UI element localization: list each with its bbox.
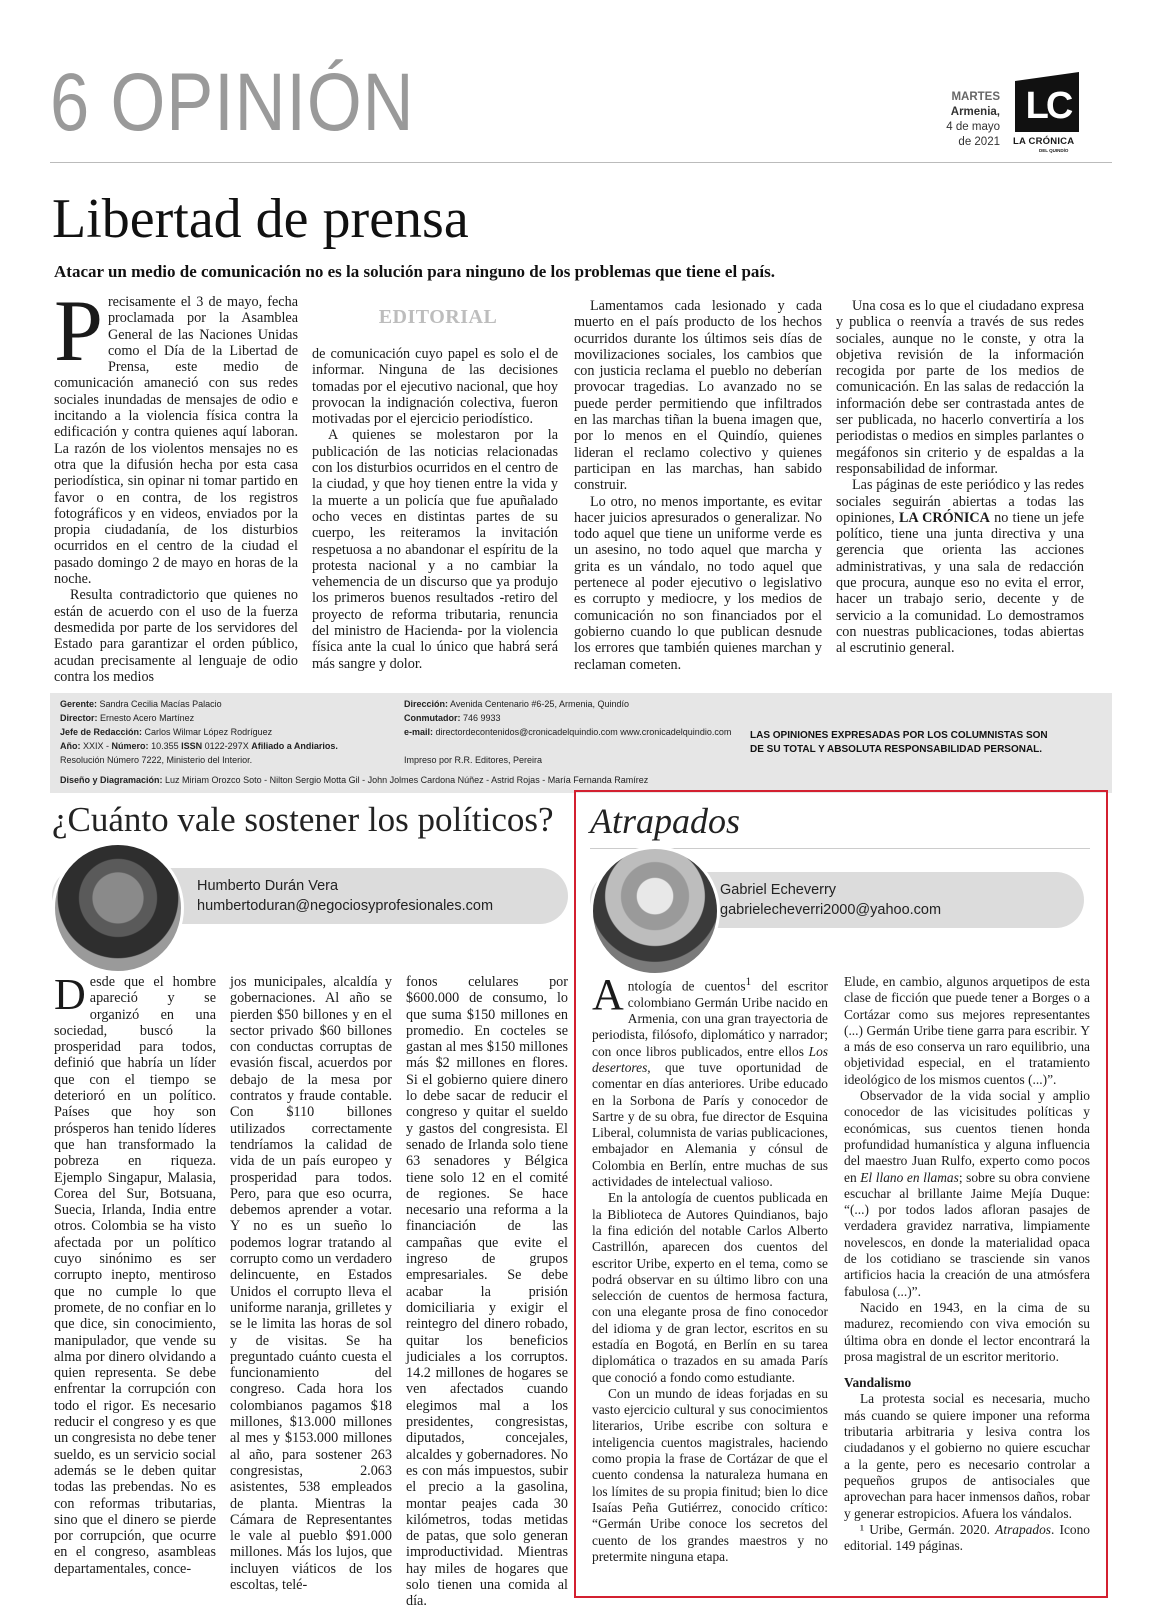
avatar <box>590 846 720 976</box>
right-article-column-1 <box>592 970 828 1584</box>
article-paragraph: jos municipales, alcaldía y gobernaciones. Al año se pierden $50 billones y en el sector privado $60 billones con conductas corruptas de evasión fiscal, acuerdos por debajo de la mesa por contratos y fraude contable. Con $110 billones utilizados correctamente tendríamos la calidad de vida de un país europeo y prosperidad para todos. Pero, para que eso ocurra, debemos aprender a votar. Y no es un sueño lo podemos lograr tratando al corrupto como un verdadero delincuente, en Estados Unidos el corrupto lleva el uniforme naranja, grilletes y se le limita las horas de sol y de visitas. Se ha preguntado cuánto cuesta el funcionamiento del congreso. Cada hora los colombianos pagamos $18 millones, $13.000 millones al mes y $153.000 millones al año, para sostener 263 congresistas, 2.063 asistentes, 538 empleados de planta. Mientras la Cámara de Representantes le vale al pueblo $91.000 millones. Más los lujos, que incluyen viáticos de los escoltas, telé- <box>230 974 392 1593</box>
left-author-email[interactable]: humbertoduran@negociosyprofesionales.com <box>197 898 494 914</box>
editorial-text: Las páginas de este periódico y las redes sociales seguirán abiertas a todas las opiniones, <box>836 477 1084 526</box>
date-city: Armenia, <box>950 106 1000 118</box>
article-text: Observador de la vida social y amplio conocedor de las vicisitudes políticas y económicas, sus cuentos tienen honda profundidad humanística y alguna influencia del maestro Juan Rulfo, experto como pocos en <box>844 1088 1090 1185</box>
staff-value: Resolución Número 7222, Ministerio del Interior. <box>60 755 253 765</box>
article-paragraph: Con un mundo de ideas forjadas en su vasto ejercicio cultural y sus conocimientos literarios, Uribe escribe con soltura e inteligencia cuentos magistrales, haciendo como propia la frase de Cortázar de que el cuento condensa la naturaleza humana en los límites de su propia finitud; bien lo dice Isaías Peña Gutiérrez, conocido crítico: “Germán Uribe conoce los secretos del cuento de los grandes maestros y no pretermite ninguna etapa. <box>592 1385 828 1564</box>
right-author-email[interactable]: gabrielecheverri2000@yahoo.com <box>720 902 942 918</box>
footnote-text: ¹ Uribe, Germán. 2020. <box>860 1521 990 1537</box>
staff-label: Afiliado a Andiarios. <box>251 741 338 751</box>
date-block <box>900 90 1000 150</box>
staff-value: 0122-297X <box>204 741 249 751</box>
book-title: Atrapados <box>995 1521 1051 1537</box>
staff-disclaimer: LAS OPINIONES EXPRESADAS POR LOS COLUMNISTAS SON DE SU TOTAL Y ABSOLUTA RESPONSABILIDAD PERSONAL. <box>750 730 1048 755</box>
staff-value[interactable]: directordecontenidos@cronicadelquindio.com www.cronicadelquindio.com <box>435 727 732 737</box>
staff-label: Dirección: <box>404 699 449 709</box>
left-article-title: ¿Cuánto vale sostener los políticos? <box>52 800 554 839</box>
right-article-column-2 <box>844 974 1090 1584</box>
left-dropcap: D <box>54 970 86 1019</box>
staff-value: Impreso por R.R. Editores, Pereira <box>404 755 543 765</box>
header-rule <box>50 162 1112 163</box>
page-number: 6 <box>50 57 91 148</box>
staff-label: e-mail: <box>404 727 434 737</box>
staff-value: 746 9933 <box>463 713 501 723</box>
staff-label: Número: <box>111 741 149 751</box>
newspaper-logo <box>1013 72 1085 156</box>
editorial-dropcap: P <box>54 283 103 380</box>
article-paragraph: Elude, en cambio, algunos arquetipos de esta clase de ficción que puede tener a Borges o a Cortázar como sus mejores representantes (...) Germán Uribe tiene garra para escribir. Y a más de eso conserva un raro equilibrio, una objetividad especial, en el tratamiento ideológico de los mismos cuentos (...)”. <box>844 974 1090 1087</box>
article-text: del escritor colombiano Germán Uribe nacido en Armenia, con una gran trayectoria de periodista, filósofo, diplomático y narrador; con once libros publicados, entre ellos <box>592 978 828 1059</box>
article-subhead: Vandalismo <box>844 1375 912 1391</box>
editorial-paragraph: de comunicación cuyo papel es solo el de informar. Ninguna de las decisiones tomadas por el ejecutivo nacional, que hoy provocan la indignación colectiva, fueron motivadas por el ejercicio periodístico. <box>312 346 558 428</box>
editorial-paragraph: Lamentamos cada lesionado y cada muerto en el país producto de los hechos ocurridos durante los últimos seis días de movilizaciones sociales, los cambios que con justicia reclama el pueblo no deberían provocar tragedias. Lo avanzado no se puede perder permitiendo que infiltrados en las marchas tiñan la buena imagen que, por lo menos en el Quindío, quienes lideran el reclamo colectivo y quienes participan en las marchas, han sabido construir. <box>574 298 822 494</box>
footnote <box>844 1522 1090 1555</box>
editorial-title: Libertad de prensa <box>52 188 469 250</box>
date-day: MARTES <box>951 91 1000 103</box>
article-paragraph: La protesta social es necesaria, mucho más cuando se quiere imponer una reforma tributaria arbitraria y lesiva contra los ciudadanos y el gobierno no quiere escuchar a la gente, pero es necesario controlar a pequeños grupos de antisociales que aprovechan para hacer inmensos daños, robar y generar estropicios. Afuera los vándalos. <box>844 1391 1090 1521</box>
book-title: El llano en llamas <box>860 1169 959 1185</box>
article-text: ; sobre su obra conviene escuchar al brillante Jaime Mejía Duque: “(...) por todos lados afloran pasajes de verdadera gravidez narrativa, limpiamente novelescos, en donde la materialidad opaca de los cotidiano se trasciende sin vanos artificios hacia la creación de una atmósfera fabulosa (...)”. <box>844 1169 1090 1299</box>
editorial-column-4 <box>836 298 1084 686</box>
editorial-paragraph: A quienes se molestaron por la publicación de las noticias relacionadas con los disturbios ocurridos en el centro de la ciudad, y que hoy tienen entre la vida y la muerte a un policía que fue apuñalado ocho veces en distintas partes de su cuerpo, les reiteramos la invitación respetuosa a no abandonar el espíritu de la protesta nacional y a no cambiar la vehemencia de un discurso que ya produjo los primeros buenos resultados -retiro del proyecto de reforma tributaria, renuncia del ministro de Hacienda- por la violencia física ante la cual lo único que habrá será más sangre y dolor. <box>312 427 558 672</box>
editorial-column-3 <box>574 298 822 686</box>
left-article-column-1 <box>54 970 216 1577</box>
right-author-name: Gabriel Echeverry <box>720 882 837 898</box>
editorial-paragraph: Resulta contradictorio que quienes no están de acuerdo con el uso de la fuerza desmedida por parte de los servidores del Estado para garantizar el orden público, acudan precisamente al lenguaje de odio contra los medios <box>54 587 298 685</box>
avatar <box>52 842 184 974</box>
staff-label: Diseño y Diagramación: <box>60 775 163 785</box>
logo-sub: DEL QUINDÍO <box>1039 148 1069 153</box>
staff-left <box>60 697 390 767</box>
editorial-text: no tiene un jefe político, tiene una junta directiva y una gerencia que orienta las acciones administrativas, y una sala de redacción que procura, aunque eso no evita el error, hacer un trabajo serio, decente y de servicio a la comunidad. Lo demostramos con nuestras publicaciones, todas abiertas al escrutinio general. <box>836 509 1085 657</box>
editorial-paragraph: Lo otro, no menos importante, es evitar hacer juicios apresurados o generalizar. No todo aquel que tiene un uniforme verde es un asesino, no todo aquel que marcha y grita es un vándalo, no todo aquel que pertenece al poder ejecutivo o legislativo es corrupto y mediocre, y los medios de comunicación no son financiados por el gobierno cuando lo que publican desnude los errores que también quienes marchan y reclaman cometen. <box>574 493 822 673</box>
staff-value: Ernesto Acero Martínez <box>100 713 195 723</box>
article-text: , que tuve oportunidad de comentar en días anteriores. Uribe educado en la Sorbona de París y conocedor de Sartre y de su obra, fue director de Esquina Liberal, columnista de varias publicaciones, embajador en Alemania y cónsul de Colombia en Berlín, entre muchas de sus actividades de intelectual valioso. <box>592 1059 828 1190</box>
editorial-paragraph: Una cosa es lo que el ciudadano expresa y publica o reenvía a través de sus redes sociales, aunque no le conste, y otra la objetiva revisión de la información recogida por parte de los medios de comunicación. En las salas de redacción la información debe ser contrastada antes de ser publicada, no hacerlo convertiría a los periodistas o medios en simples parlantes o megáfonos sin criterio y de espaldas a la responsabilidad de informar. <box>836 298 1084 477</box>
staff-value: Avenida Centenario #6-25, Armenia, Quindío <box>450 699 629 709</box>
article-paragraph: En la antología de cuentos publicada en la Biblioteca de Autores Quindianos, bajo la fina edición del notable Carlos Alberto Castrillón, aparecen dos cuentos del escritor Uribe, experto en el tema, como se podrá observar en su último libro con una selección de cuentos de hermosa factura, con una elegante prosa de fino conocedor del idioma y de gran lector, escritos en su estadía en Bogotá, en Berlín en su tarea diplomática o trazados en su amada París que conoció a fondo como estudiante. <box>592 1190 828 1385</box>
staff-value: Luz Miriam Orozco Soto - Nilton Sergio Motta Gil - John Jolmes Cardona Núñez - Astrid Rojas - María Fernanda Ramírez <box>165 775 649 785</box>
editorial-paragraph <box>836 477 1084 656</box>
staff-value: Carlos Wilmar López Rodríguez <box>144 727 273 737</box>
editorial-subtitle: Atacar un medio de comunicación no es la solución para ninguno de los problemas que tiene el país. <box>54 262 775 281</box>
staff-label: ISSN <box>181 741 203 751</box>
editorial-label: EDITORIAL <box>378 306 498 328</box>
logo-letters: LC <box>1025 85 1071 127</box>
staff-label: Director: <box>60 713 98 723</box>
editorial-paragraph: recisamente el 3 de mayo, fecha proclamada por la Asamblea General de las Naciones Unidas como el Día de la Libertad de Prensa, este medio de comunicación amaneció con sus redes sociales inundadas de mensajes de odio e incitando a la violencia física contra la edificación y contra quienes aquí laboran. La razón de los violentos mensajes no es otra que la difusión hecha por esta casa periodística, sin opinar ni tomar partido en favor o en contra, de los registros fotográficos y en videos, enviados por la propia ciudadanía, de los disturbios ocurridos en el centro de la ciudad el pasado domingo 2 de mayo en horas de la noche. <box>54 294 298 588</box>
page-section-header <box>50 58 414 148</box>
left-article-column-3 <box>406 974 568 1610</box>
staff-value: 10.355 <box>151 741 179 751</box>
staff-label: Conmutador: <box>404 713 461 723</box>
staff-label: Gerente: <box>60 699 98 709</box>
left-author-name: Humberto Durán Vera <box>197 878 339 894</box>
footnote-text: . Icono editorial. 149 páginas. <box>844 1521 1090 1554</box>
date-line-2: de 2021 <box>958 136 1000 148</box>
staff-box <box>50 693 1112 793</box>
article-paragraph <box>592 970 828 1190</box>
staff-label: Año: <box>60 741 81 751</box>
staff-value: Sandra Cecilia Macías Palacio <box>99 699 222 709</box>
article-paragraph: fonos celulares por $600.000 de consumo, lo que suma $150 millones en promedio. En cocteles se gastan al mes $150 millones más $2 millones en flores. Si el gobierno quiere dinero lo debe sacar de reducir el congreso y quitar el sueldo y gastos del congresista. El senado de Irlanda solo tiene 63 senadores y Bélgica tiene solo 12 en el comité de regiones. Se hace necesario una reforma a la financiación de las campañas que evite el ingreso de grupos empresariales. Se debe acabar la prisión domiciliaria y exigir el reintegro del dinero robado, quitar los beneficios judiciales a los corruptos. 14.2 millones de hogares se ven afectados cuando elegimos mal a los presidentes, congresistas, diputados, concejales, alcaldes y gobernadores. No es con más impuestos, subir el precio a la gasolina, montar peajes cada 30 kilómetros, todas metidas de patas, que solo generan improductividad. Mientras hay miles de hogares que solo tienen una comida al día. <box>406 974 568 1610</box>
left-article-column-2 <box>230 974 392 1593</box>
right-article-title: Atrapados <box>590 801 741 841</box>
staff-value: XXIX - <box>83 741 110 751</box>
article-paragraph: esde que el hombre apareció y se organizó en una sociedad, buscó la prosperidad para todos, definió que habría un líder que con el tiempo se deterioró en un político. Países que hoy son prósperos han tenido líderes que han transformado la pobreza en riqueza. Ejemplo Singapur, Malasia, Corea del Sur, Botsuana, Suecia, Irlanda, India entre otros. Colombia se ha visto afectada por un político cuyo sinónimo es ser corrupto inepto, mentiroso que no cumple lo que promete, de no confiar en lo que dice, sin conocimiento, manipulador, que vende su alma por dinero olvidando a quien representa. Se debe enfrentar la corrupción con todo el rigor. Es necesario reducir el congreso y es que un congresista no debe tener sueldo, es un servicio social además se le deben quitar todas las prebendas. No es con reformas tributarias, sino que el dinero se pierde por corrupción, que ocurre en el congreso, asambleas departamentales, conce- <box>54 974 216 1577</box>
editorial-column-2 <box>312 346 558 686</box>
newspaper-name-inline: LA CRÓNICA <box>898 509 990 526</box>
staff-label: Jefe de Redacción: <box>60 727 143 737</box>
staff-middle <box>404 697 744 767</box>
logo-name: LA CRÓNICA <box>1013 136 1075 147</box>
article-text: ntología de cuentos <box>627 978 746 994</box>
article-paragraph: Nacido en 1943, en la cima de su madurez, recomiendo con viva emoción su última obra en donde el lector encontrará la prosa magistral de un escritor meritorio. <box>844 1299 1090 1364</box>
section-name: OPINIÓN <box>110 57 415 148</box>
footnote-marker: 1 <box>745 976 752 988</box>
staff-design <box>60 773 1100 787</box>
date-line-1: 4 de mayo <box>946 121 1000 133</box>
right-dropcap: A <box>592 970 624 1019</box>
editorial-column-1 <box>54 283 298 686</box>
article-paragraph <box>844 1088 1090 1300</box>
book-title: Los desertores <box>592 1043 828 1075</box>
